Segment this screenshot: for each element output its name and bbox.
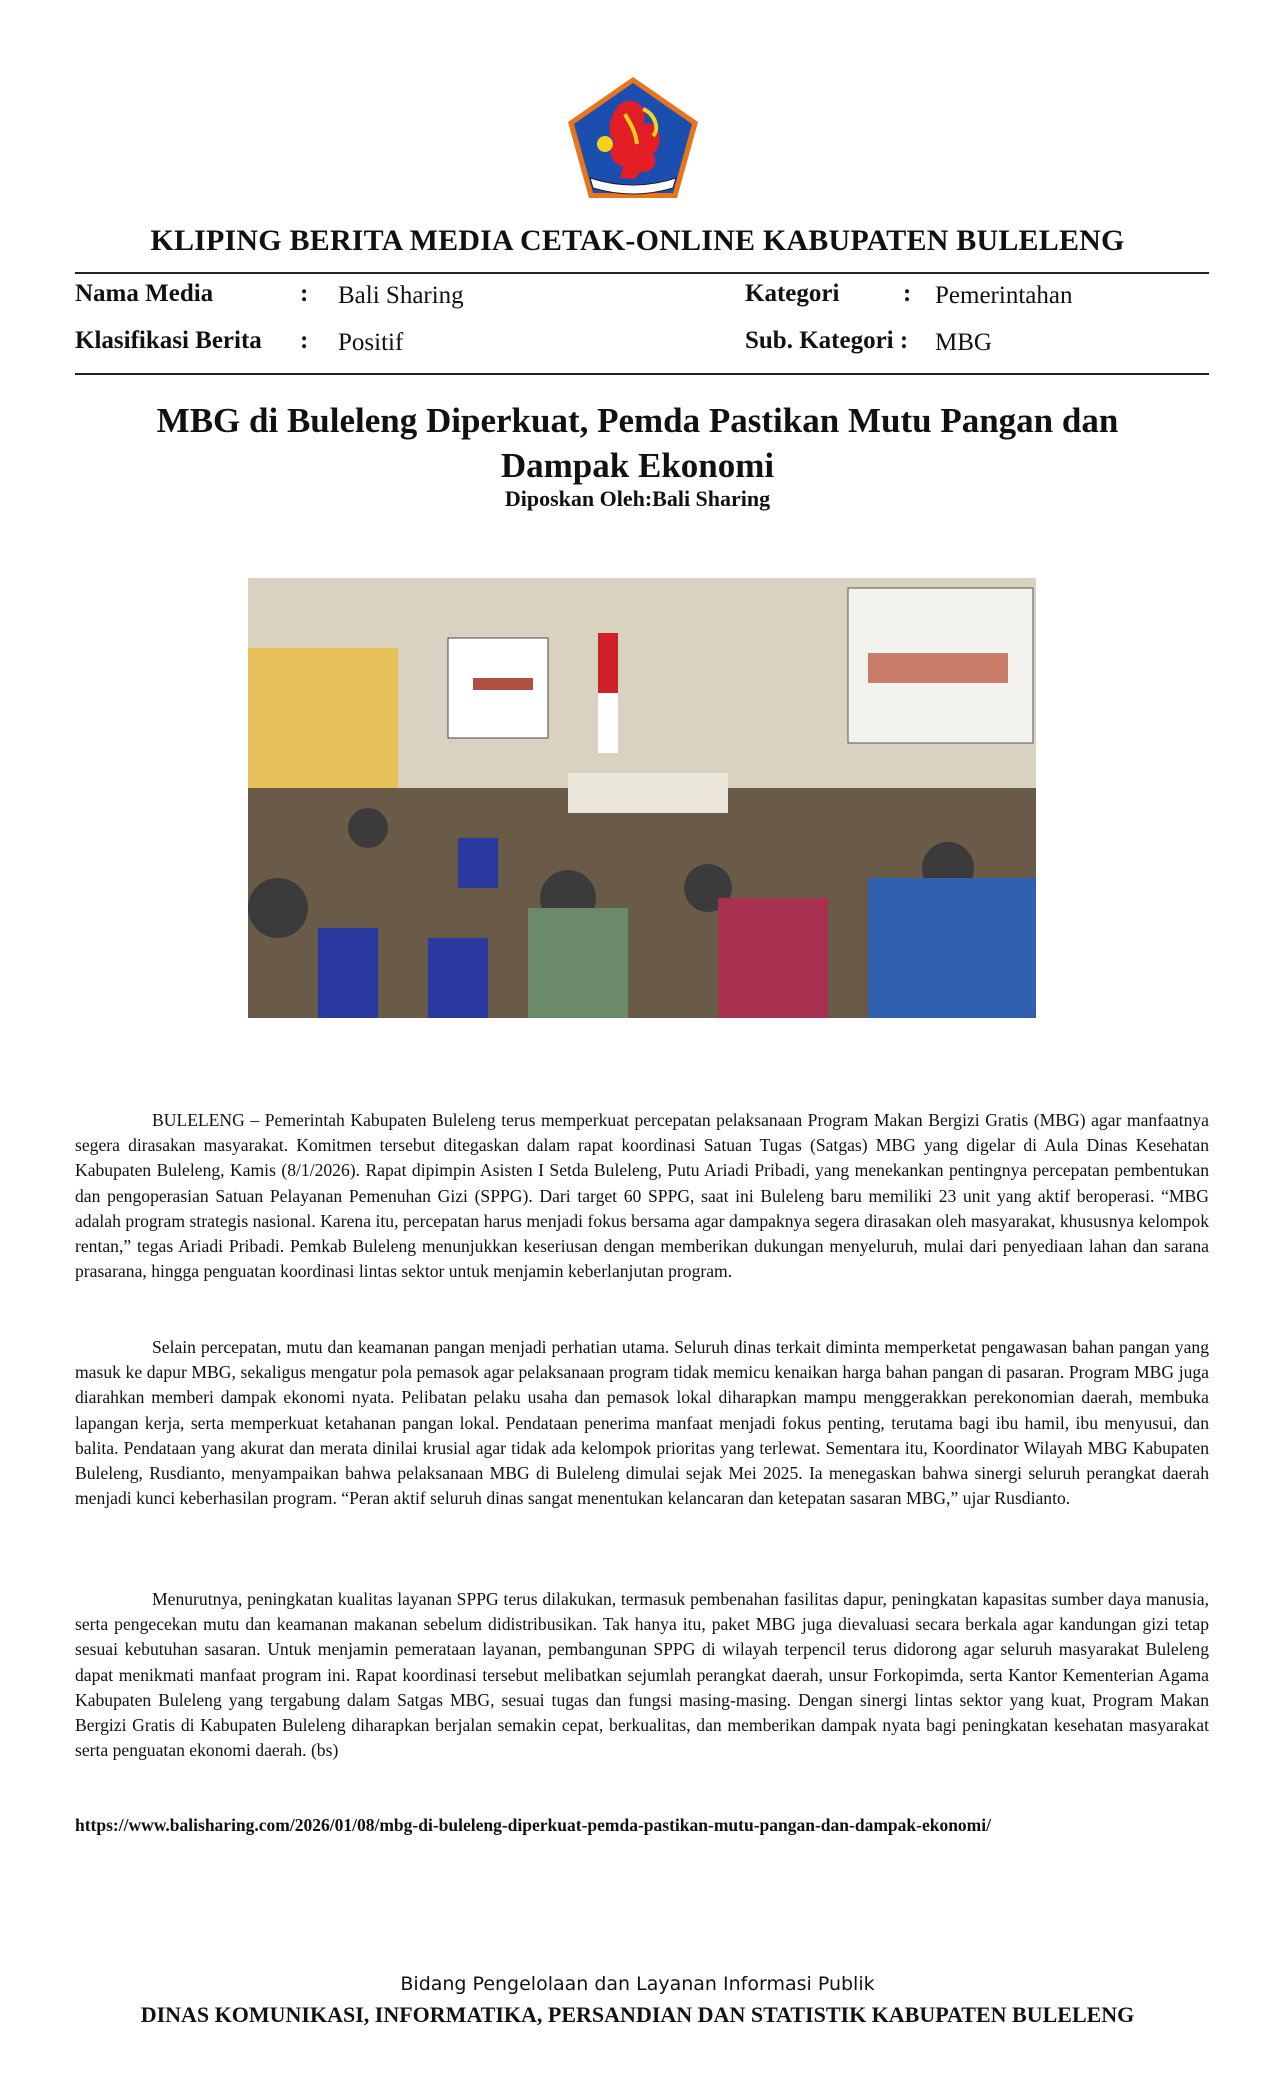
sub-kategori-label: Sub. Kategori : (745, 327, 909, 354)
footer-agency: DINAS KOMUNIKASI, INFORMATIKA, PERSANDIAN DAN STATISTIK KABUPATEN BULELENG (140, 2002, 1135, 2027)
article-headline: MBG di Buleleng Diperkuat, Pemda Pastikan Mutu Pangan dan Dampak Ekonomi (156, 401, 1119, 485)
colon: : (300, 280, 309, 307)
footer-division: Bidang Pengelolaan dan Layanan Informasi Publik (400, 1973, 875, 1995)
colon: : (903, 280, 912, 307)
document-title: KLIPING BERITA MEDIA CETAK-ONLINE KABUPATEN BULELENG (150, 224, 1125, 257)
kategori-value: Pemerintahan (935, 282, 1073, 309)
article-byline: Diposkan Oleh:Bali Sharing (504, 486, 771, 511)
divider (75, 272, 1209, 274)
kategori-label: Kategori (745, 280, 840, 307)
klasifikasi-value: Positif (338, 329, 404, 356)
article-paragraph: BULELENG – Pemerintah Kabupaten Buleleng terus memperkuat percepatan pelaksanaan Program Makan Bergizi Gratis (MBG) agar manfaatnya segera dirasakan masyarakat. Komitmen tersebut ditegaskan dalam rapat koordinasi Satuan Tugas (Satgas) MBG yang digelar di Aula Dinas Kesehatan Kabupaten Buleleng, Kamis (8/1/2026). Rapat dipimpin Asisten I Setda Buleleng, Putu Ariadi Pribadi, yang menekankan pentingnya percepatan pembentukan dan pengoperasian Satuan Pelayanan Pemenuhan Gizi (SPPG). Dari target 60 SPPG, saat ini Buleleng baru memiliki 23 unit yang aktif beroperasi. “MBG adalah program strategis nasional. Karena itu, percepatan harus menjadi fokus bersama agar dampaknya segera dirasakan oleh masyarakat, khususnya kelompok rentan,” tegas Ariadi Pribadi. Pemkab Buleleng menunjukkan keseriusan dengan memberikan dukungan menyeluruh, mulai dari penyediaan lahan dan sarana prasarana, hingga penguatan koordinasi lintas sektor untuk menjamin keberlanjutan program. (75, 1110, 1209, 1282)
article-paragraph: Selain percepatan, mutu dan keamanan pangan menjadi perhatian utama. Seluruh dinas terkait diminta memperketat pengawasan bahan pangan yang masuk ke dapur MBG, sekaligus mengatur pola pemasok agar pelaksanaan program tidak memicu kenaikan harga bahan pangan di pasaran. Program MBG juga diarahkan memberi dampak ekonomi nyata. Pelibatan pelaku usaha dan pemasok lokal diharapkan mampu menggerakkan perekonomian daerah, membuka lapangan kerja, serta memperkuat ketahanan pangan lokal. Pendataan penerima manfaat menjadi fokus penting, terutama bagi ibu hamil, ibu menyusui, dan balita. Pendataan yang akurat dan merata dinilai krusial agar tidak ada kelompok prioritas yang terlewat. Sementara itu, Koordinator Wilayah MBG Kabupaten Buleleng, Rusdianto, menyampaikan bahwa pelaksanaan MBG di Buleleng dimulai sejak Mei 2025. Ia menegaskan bahwa sinergi seluruh perangkat daerah menjadi kunci keberhasilan program. “Peran aktif seluruh dinas sangat menentukan kelancaran dan ketepatan sasaran MBG,” ujar Rusdianto. (75, 1337, 1209, 1509)
article-paragraph: Menurutnya, peningkatan kualitas layanan SPPG terus dilakukan, termasuk pembenahan fasilitas dapur, peningkatan kapasitas sumber daya manusia, serta pengecekan mutu dan keamanan makanan sebelum didistribusikan. Tak hanya itu, paket MBG juga dievaluasi secara berkala agar kandungan gizi tetap sesuai kebutuhan sasaran. Untuk menjamin pemerataan layanan, pembangunan SPPG di wilayah terpencil terus didorong agar seluruh masyarakat Buleleng dapat menikmati manfaat program ini. Rapat koordinasi tersebut melibatkan sejumlah perangkat daerah, unsur Forkopimda, serta Kantor Kementerian Agama Kabupaten Buleleng yang tergabung dalam Satgas MBG, sesuai tugas dan fungsi masing-masing. Dengan sinergi lintas sektor yang kuat, Program Makan Bergizi Gratis di Kabupaten Buleleng diharapkan berjalan semakin cepat, berkualitas, dan memberikan dampak nyata bagi peningkatan kesehatan masyarakat serta penguatan ekonomi daerah. (bs) (75, 1589, 1209, 1761)
divider (75, 373, 1209, 375)
klasifikasi-label: Klasifikasi Berita (75, 327, 262, 354)
nama-media-value: Bali Sharing (338, 282, 464, 309)
article-photo (248, 578, 1036, 1018)
colon: : (300, 327, 309, 354)
sub-kategori-value: MBG (935, 329, 992, 356)
source-url-link[interactable]: https://www.balisharing.com/2026/01/08/mbg-di-buleleng-diperkuat-pemda-pastikan-mutu-pangan-dan-dampak-ekonomi/ (75, 1815, 991, 1835)
buleleng-emblem-logo (565, 74, 701, 202)
nama-media-label: Nama Media (75, 280, 214, 307)
